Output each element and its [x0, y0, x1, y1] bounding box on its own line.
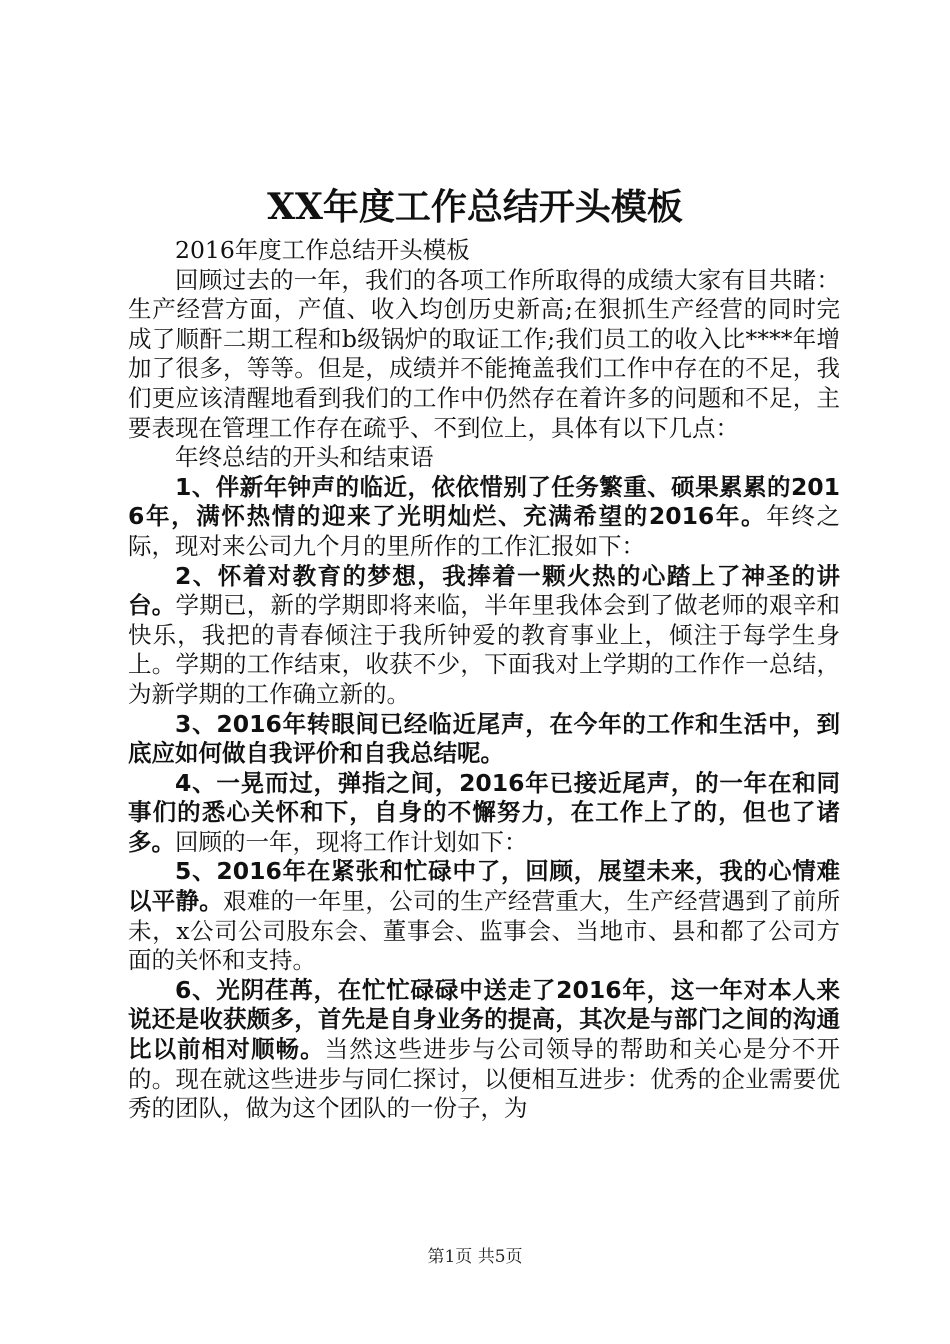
page-footer: 第1页 共5页 — [427, 1247, 523, 1267]
item-lead: 1、伴新年钟声的临近，依依惜别了任务繁重、硕果累累的2016年，满怀热情的迎来了光明灿烂、充满希望的2016年。 — [128, 472, 840, 531]
numbered-item — [128, 473, 840, 562]
document-body — [128, 236, 840, 1124]
numbered-item — [128, 769, 840, 858]
numbered-item — [128, 857, 840, 975]
document-title: XX年度工作总结开头模板 — [267, 186, 683, 228]
item-lead: 2、怀着对教育的梦想，我捧着一颗火热的心踏上了神圣的讲台。 — [128, 561, 840, 620]
paragraph: 2016年度工作总结开头模板 — [175, 236, 470, 264]
item-rest: 当然这些进步与公司领导的帮助和关心是分不开的。现在就这些进步与同仁探讨，以便相互进步：优秀的企业需要优秀的团队，做为这个团队的一份子，为 — [128, 1035, 841, 1123]
item-rest: 学期已，新的学期即将来临，半年里我体会到了做老师的艰辛和快乐，我把的青春倾注于我所钟爱的教育事业上，倾注于每学生身上。学期的工作结束，收获不少，下面我对上学期的工作作一总结，为新学期的工作确立新的。 — [128, 591, 841, 708]
paragraph: 回顾过去的一年，我们的各项工作所取得的成绩大家有目共睹：生产经营方面，产值、收入均创历史新高;在狠抓生产经营的同时完成了顺酐二期工程和b级锅炉的取证工作;我们员工的收入比****年增加了很多，等等。但是，成绩并不能掩盖我们工作中存在的不足，我们更应该清醒地看到我们的工作中仍然存在着许多的问题和不足，主要表现在管理工作存在疏乎、不到位上，具体有以下几点： — [128, 265, 840, 442]
numbered-item — [128, 710, 840, 769]
paragraph: 年终总结的开头和结束语 — [175, 443, 434, 472]
item-rest: 回顾的一年，现将工作计划如下： — [175, 827, 528, 856]
numbered-item — [128, 562, 840, 710]
item-rest: 艰难的一年里，公司的生产经营重大，生产经营遇到了前所未，x公司公司股东会、董事会、监事会、当地市、县和都了公司方面的关怀和支持。 — [128, 887, 841, 975]
item-lead: 4、一晃而过，弹指之间，2016年已接近尾声，的一年在和同事们的悉心关怀和下，自身的不懈努力，在工作上了的，但也了诸多。 — [128, 768, 840, 856]
item-lead: 3、2016年转眼间已经临近尾声，在今年的工作和生活中，到底应如何做自我评价和自我总结呢。 — [128, 709, 840, 768]
item-rest: 年终之际，现对来公司九个月的里所作的工作汇报如下： — [128, 502, 840, 560]
item-lead: 6、光阴荏苒，在忙忙碌碌中送走了2016年，这一年对本人来说还是收获颇多，首先是自身业务的提高，其次是与部门之间的沟通比以前相对顺畅。 — [128, 975, 840, 1064]
numbered-item — [128, 976, 840, 1124]
item-lead: 5、2016年在紧张和忙碌中了，回顾，展望未来，我的心情难以平静。 — [128, 857, 840, 916]
